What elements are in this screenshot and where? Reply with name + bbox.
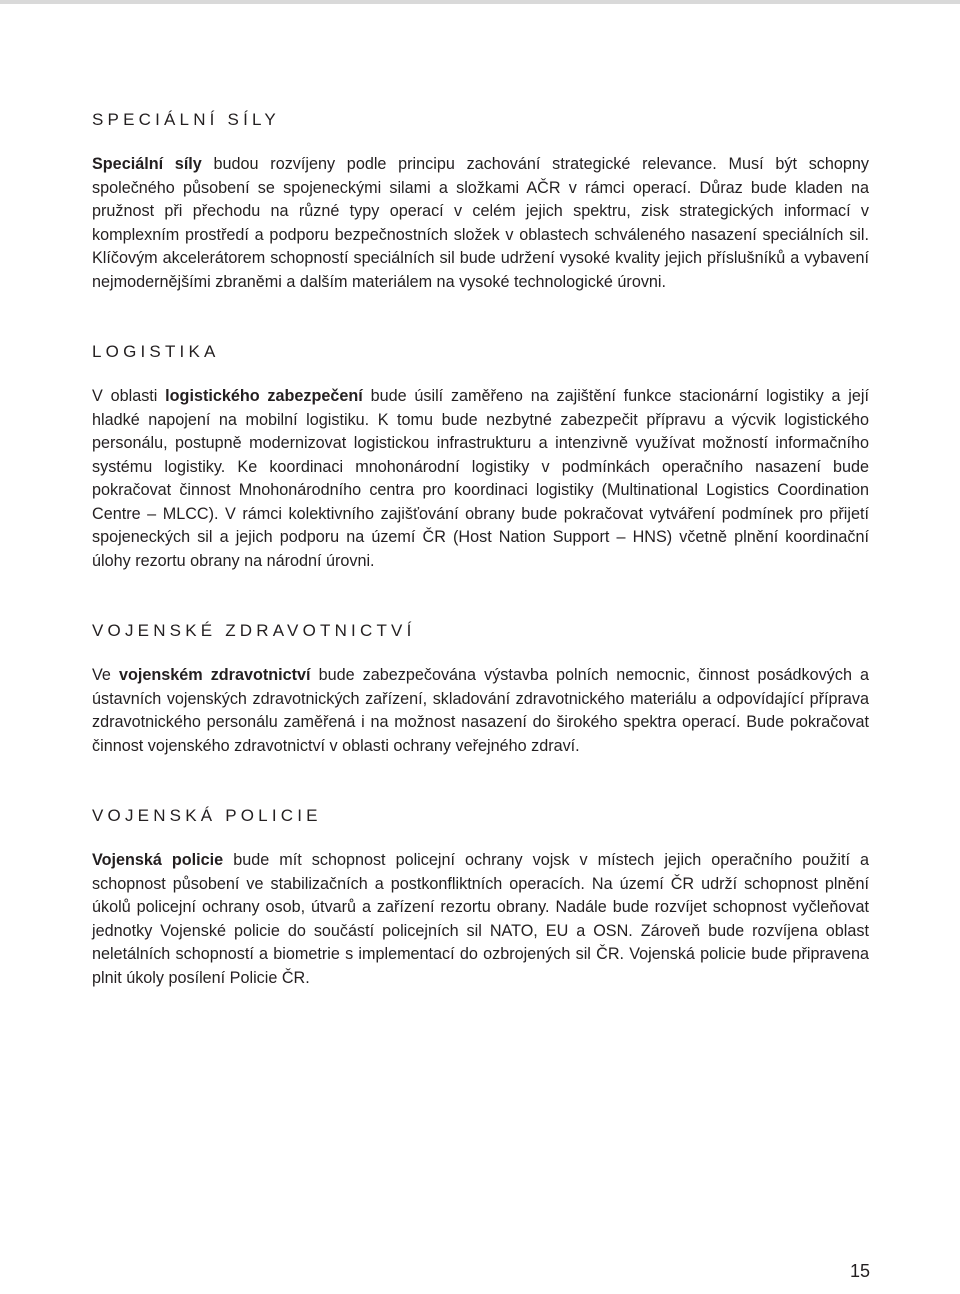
section-military-medicine bbox=[92, 619, 869, 758]
section-paragraph bbox=[92, 664, 869, 758]
paragraph-text: bude úsilí zaměřeno na zajištění funkce stacionární logistiky a její hladké napojení na mobilní logistiku. K tomu bude nezbytné zabezpečit přípravu a výcvik logistického personálu, postupně modernizovat logistickou infrastrukturu a intenzivně využívat možností informačního systému logistiky. Ke koordinaci mnohonárodní logistiky v podmínkách operačního nasazení bude pokračovat činnost Mnohonárodního centra pro koordinaci logistiky (Multinational Logistics Coordination Centre – MLCC). V rámci kolektivního zajišťování obrany bude pokračovat vytváření podmínek pro přijetí spojeneckých sil a jejich podporu na území ČR (Host Nation Support – HNS) včetně plnění koordinační úlohy rezortu obrany na národní úrovni. bbox=[92, 387, 869, 570]
document-body bbox=[92, 108, 869, 990]
section-heading: VOJENSKÉ ZDRAVOTNICTVÍ bbox=[92, 621, 416, 640]
bold-term: Vojenská policie bbox=[92, 851, 224, 869]
section-logistics bbox=[92, 340, 869, 573]
section-paragraph bbox=[92, 385, 869, 573]
section-special-forces bbox=[92, 108, 869, 294]
paragraph-lead: V oblasti bbox=[92, 387, 166, 405]
section-heading: LOGISTIKA bbox=[92, 342, 220, 361]
page-number: 15 bbox=[849, 1261, 870, 1281]
bold-term: logistického zabezpečení bbox=[165, 387, 363, 405]
top-border bbox=[0, 0, 960, 4]
paragraph-text: bude zabezpečována výstavba polních nemocnic, činnost posádkových a ústavních vojenských zdravotnických zařízení, skladování zdravotnického materiálu a odpovídající příprava zdravotnického personálu zaměřená i na možnost nasazení do širokého spektra operací. Bude pokračovat činnost vojenského zdravotnictví v oblasti ochrany veřejného zdraví. bbox=[92, 666, 869, 755]
paragraph-text: bude mít schopnost policejní ochrany vojsk v místech jejich operačního použití a schopnost působení ve stabilizačních a postkonfliktních operacích. Na území ČR udrží schopnost plnění úkolů policejní ochrany osob, útvarů a zařízení rezortu obrany. Nadále bude rozvíjet schopnost vyčleňovat jednotky Vojenské policie do součástí policejních sil NATO, EU a OSN. Zároveň bude rozvíjena oblast neletálních schopností a biometrie s implementací do ozbrojených sil ČR. Vojenská policie bude připravena plnit úkoly posílení Policie ČR. bbox=[92, 851, 869, 987]
section-heading: VOJENSKÁ POLICIE bbox=[92, 806, 322, 825]
paragraph-lead: Ve bbox=[92, 666, 119, 684]
section-heading: SPECIÁLNÍ SÍLY bbox=[92, 110, 280, 129]
bold-term: Speciální síly bbox=[92, 155, 202, 173]
section-paragraph bbox=[92, 849, 869, 990]
bold-term: vojenském zdravotnictví bbox=[118, 666, 311, 684]
section-paragraph bbox=[92, 153, 869, 294]
paragraph-text: budou rozvíjeny podle principu zachování strategické relevance. Musí být schopny společného působení se spojeneckými silami a složkami AČR v rámci operací. Důraz bude kladen na pružnost při přechodu na různé typy operací v celém jejich spektru, zisk strategických informací v komplexním prostředí a podporu bezpečnostních složek v oblastech schváleného nasazení speciálních sil. Klíčovým akcelerátorem schopností speciálních sil bude udržení vysoké kvality jejich příslušníků a vybavení nejmodernějšími zbraněmi a dalším materiálem na vysoké technologické úrovni. bbox=[92, 155, 869, 291]
section-military-police bbox=[92, 804, 869, 990]
